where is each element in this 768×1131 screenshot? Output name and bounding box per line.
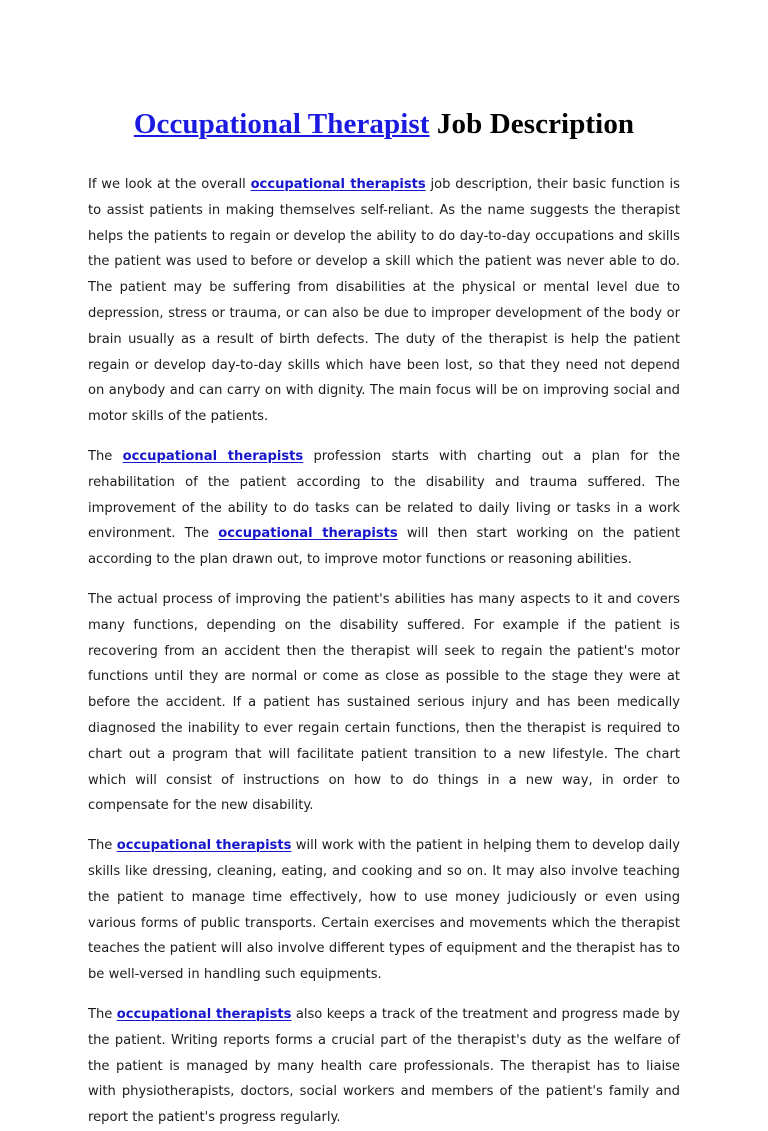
paragraph-text: The xyxy=(88,1006,117,1022)
document-body xyxy=(88,172,680,1131)
title-plain-text: Job Description xyxy=(429,108,635,141)
paragraph-text: The actual process of improving the patient's abilities has many aspects to it and covers many functions, depending on the disability suffered. For example if the patient is recovering from an accident then the therapist will seek to regain the patient's motor functions until they are normal or come as close as possible to the stage they were at before the accident. If a patient has sustained serious injury and has been medically diagnosed the inability to ever regain certain functions, then the therapist is required to chart out a program that will facilitate patient transition to a new lifestyle. The chart which will consist of instructions on how to do things in a new way, in order to compensate for the new disability. xyxy=(88,591,680,814)
paragraph-text: will work with the patient in helping them to develop daily skills like dressing, cleaning, eating, and cooking and so on. It may also involve teaching the patient to manage time effectively, how to use money judiciously or even using various forms of public transports. Certain exercises and movements which the therapist teaches the patient will also involve different types of equipment and the therapist has to be well-versed in handling such equipments. xyxy=(88,838,680,983)
paragraph xyxy=(88,444,680,573)
paragraph-text: If we look at the overall xyxy=(88,177,251,192)
paragraph-text: also keeps a track of the treatment and progress made by the patient. Writing reports forms a crucial part of the therapist's duty as the welfare of the patient is managed by many health care professionals. The therapist has to liaise with physiotherapists, doctors, social workers and members of the patient's family and report the patient's progress regularly. xyxy=(88,1006,681,1126)
paragraph xyxy=(88,172,680,430)
paragraph-text: will then start working on the patient according to the plan drawn out, to improve motor functions or reasoning abilities. xyxy=(88,526,680,568)
inline-link-occupational-therapists[interactable]: occupational therapists xyxy=(250,177,426,192)
inline-link-occupational-therapists[interactable]: occupational therapists xyxy=(218,526,398,542)
paragraph-text: job description, their basic function is to assist patients in making themselves self-reliant. As the name suggests the therapist helps the patients to regain or develop the ability to do day-to-day occupations and skills the patient was used to before or develop a skill which the patient was never able to do. The patient may be suffering from disabilities at the physical or mental level due to depression, stress or trauma, or can also be due to improper development of the body or brain usually as a result of birth defects. The duty of the therapist is help the patient regain or develop day-to-day skills which have been lost, so that they need not depend on anybody and can carry on with dignity. The main focus will be on improving social and motor skills of the patients. xyxy=(88,177,680,425)
paragraph xyxy=(88,587,680,819)
paragraph-text: The xyxy=(88,448,123,464)
paragraph-text: The xyxy=(88,838,117,854)
page-title xyxy=(0,107,768,141)
inline-link-occupational-therapists[interactable]: occupational therapists xyxy=(116,1006,292,1022)
inline-link-occupational-therapists[interactable]: occupational therapists xyxy=(116,838,292,854)
title-link-occupational-therapist[interactable]: Occupational Therapist xyxy=(133,108,430,141)
paragraph-text: profession starts with charting out a plan for the rehabilitation of the patient according to the disability and trauma suffered. The improvement of the ability to do tasks can be related to daily living or tasks in a work environment. The xyxy=(88,448,680,542)
paragraph xyxy=(88,833,680,988)
paragraph xyxy=(88,1002,680,1131)
inline-link-occupational-therapists[interactable]: occupational therapists xyxy=(122,448,304,464)
